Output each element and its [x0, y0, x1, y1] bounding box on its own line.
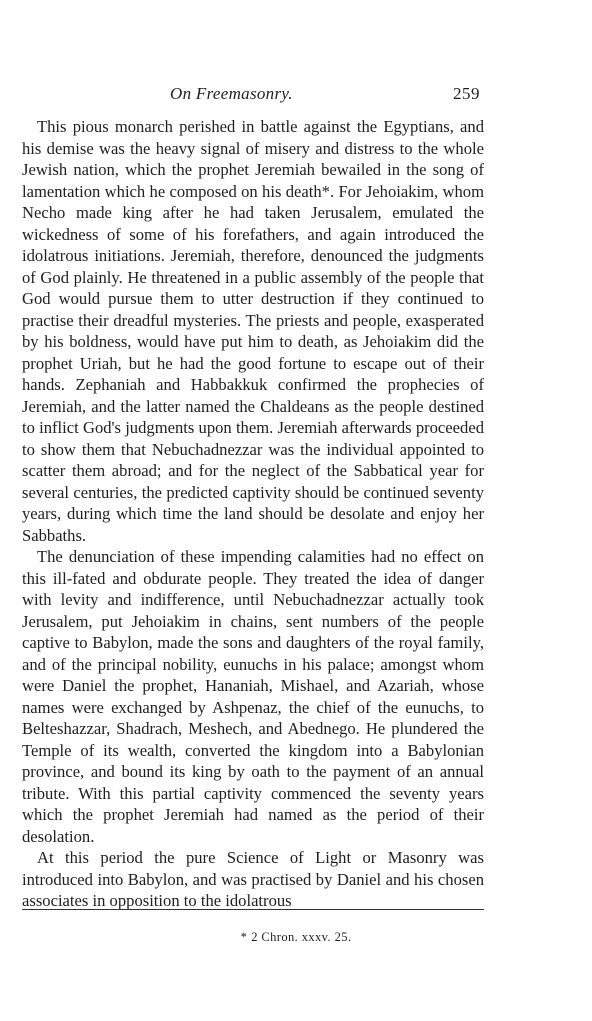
footnote-rule — [22, 909, 484, 910]
running-title: On Freemasonry. — [170, 84, 293, 103]
paragraph-3: At this period the pure Science of Light or Masonry was introduced into Babylon, and was practised by Daniel and his chosen associates in opposition to the idolatrous — [22, 848, 484, 910]
paragraph-1: This pious monarch perished in battle against the Egyptians, and his demise was the heavy signal of misery and distress to the whole Jewish nation, which the prophet Jeremiah bewailed in the song of lamentation which he composed on his death*. For Jehoiakim, whom Necho made king after he had taken Jerusalem, emulated the wickedness of some of his forefathers, and again introduced the idolatrous initiations. Jeremiah, therefore, denounced the judgments of God plainly. He threatened in a public assembly of the people that God would pursue them to utter destruction if they continued to practise their dreadful mysteries. The priests and people, exasperated by his boldness, would have put him to death, as Jehoiakim did the prophet Uriah, but he had the good fortune to escape out of their hands. Zephaniah and Habbakkuk confirmed the prophecies of Jeremiah, and the latter named the Chaldeans as the people destined to inflict God's judgments upon them. Jeremiah afterwards proceeded to show them that Nebuchadnezzar was the individual appointed to scatter them abroad; and for the neglect of the Sabbatical year for several centuries, the predicted captivity should be continued seventy years, during which time the land should be desolate and enjoy her Sabbaths. — [22, 117, 484, 545]
footnote-text: 2 Chron. xxxv. 25. — [251, 930, 352, 944]
running-head — [150, 84, 480, 108]
footnote — [0, 930, 592, 945]
footnote-marker: * — [240, 930, 248, 944]
body-text — [22, 116, 484, 912]
paragraph-2: The denunciation of these impending calamities had no effect on this ill-fated and obdurate people. They treated the idea of danger with levity and indifference, until Nebuchadnezzar actually took Jerusalem, put Jehoiakim in chains, sent numbers of the people captive to Babylon, made the sons and daughters of the royal family, and of the principal nobility, eunuchs in his palace; amongst whom were Daniel the prophet, Hananiah, Mishael, and Azariah, whose names were exchanged by Ashpenaz, the chief of the eunuchs, to Belteshazzar, Shadrach, Meshech, and Abednego. He plundered the Temple of its wealth, converted the kingdom into a Babylonian province, and bound its king by oath to the payment of an annual tribute. With this partial captivity commenced the seventy years which the prophet Jeremiah had named as the period of their desolation. — [22, 547, 484, 846]
page-number: 259 — [453, 84, 480, 103]
